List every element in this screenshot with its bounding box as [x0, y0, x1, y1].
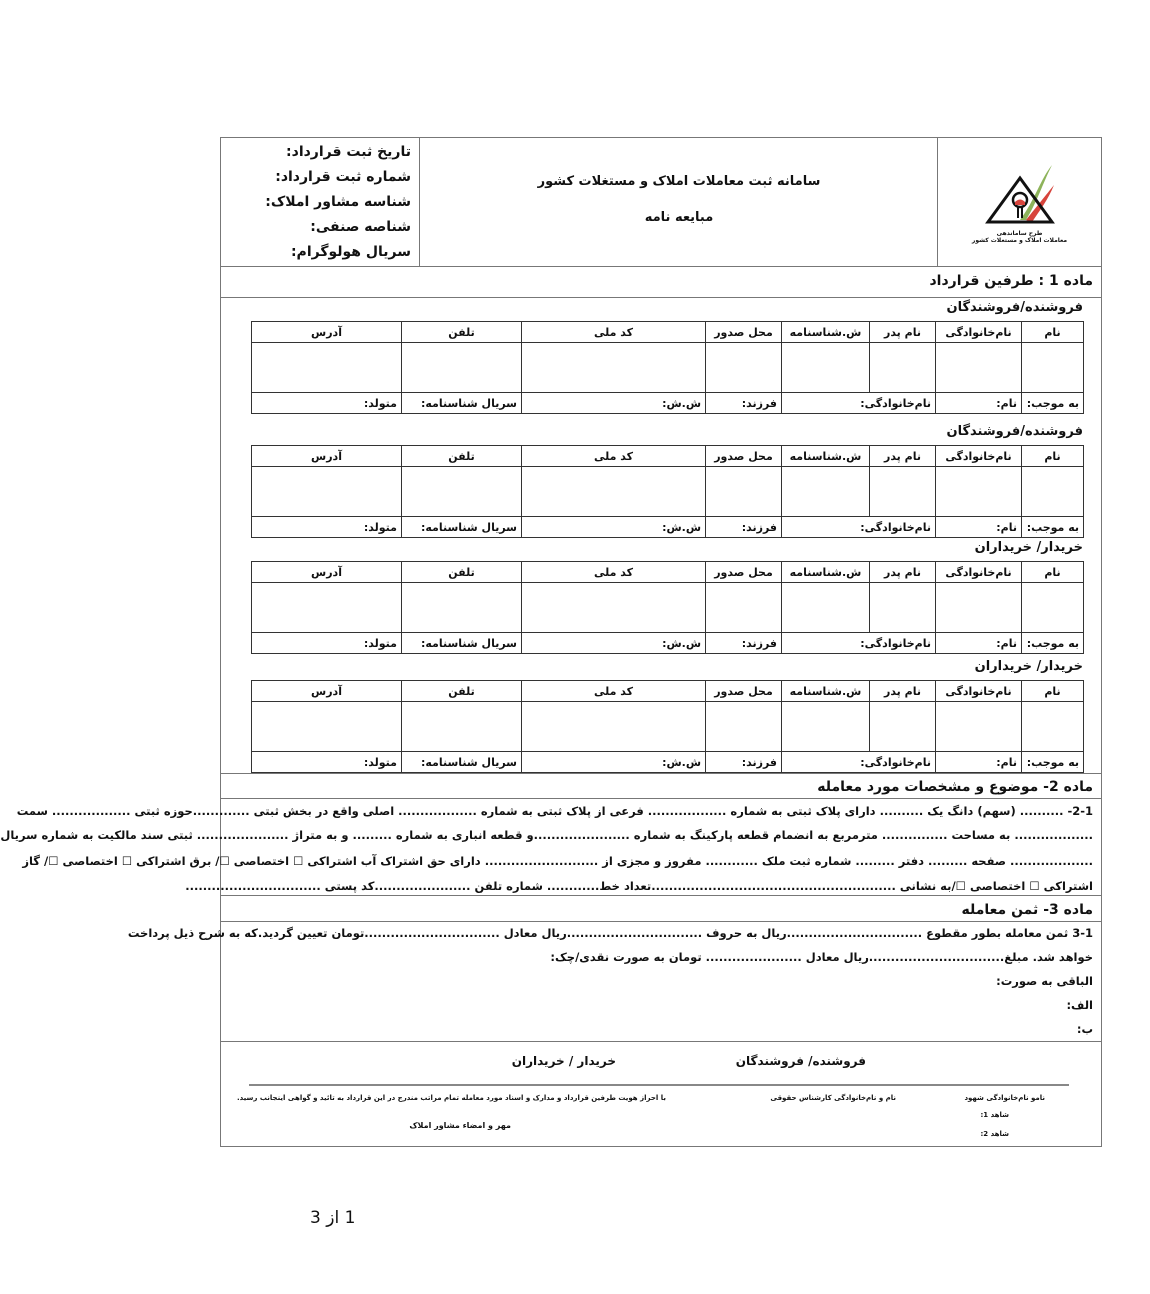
- footer-field[interactable]: نام‌خانوادگی:: [782, 633, 936, 654]
- party-input-cell[interactable]: [522, 467, 706, 517]
- footer-field[interactable]: نام:: [936, 517, 1022, 538]
- column-header: ش.شناسنامه: [782, 446, 870, 467]
- column-header: ش.شناسنامه: [782, 681, 870, 702]
- column-header: نام‌خانوادگی: [936, 681, 1022, 702]
- article-3-line-3: الباقی به صورت:: [996, 974, 1093, 988]
- logo-caption-2: معاملات املاک و مستغلات کشور: [971, 237, 1068, 244]
- column-header: تلفن: [402, 681, 522, 702]
- contract-form: [0, 137, 1102, 1147]
- party-table: [251, 321, 1084, 414]
- footer-field[interactable]: فرزند:: [706, 393, 782, 414]
- signature-line: [249, 1084, 1069, 1086]
- column-header: آدرس: [252, 322, 402, 343]
- contract-meta: [221, 138, 421, 266]
- buyer-signature-label: خریدار / خریداران: [511, 1054, 616, 1068]
- column-header: نام‌خانوادگی: [936, 446, 1022, 467]
- footer-field[interactable]: به موجب:: [1022, 517, 1084, 538]
- logo: [937, 138, 1101, 266]
- column-header: آدرس: [252, 681, 402, 702]
- seller-signature-label: فروشنده/ فروشندگان: [735, 1054, 866, 1068]
- footer-field[interactable]: سریال شناسنامه:: [402, 393, 522, 414]
- column-header: محل صدور: [706, 681, 782, 702]
- article-2-line-1: 2-1- .......... (سهم) دانگ یک .......... دارای پلاک ثبتی به شماره .................. فرعی از پلاک ثبتی به شماره .................. اصلی واقع در بخش ثبتی .............حوزه ثبتی .................. سمت: [16, 804, 1093, 818]
- party-label: فروشنده/فروشندگان: [946, 300, 1083, 315]
- page-sep: از: [326, 1208, 340, 1228]
- system-title: سامانه ثبت معاملات املاک و مستغلات کشور: [537, 174, 821, 189]
- legal-expert-label: نام و نام‌خانوادگی کارشناس حقوقی: [770, 1094, 896, 1102]
- party-input-cell[interactable]: [252, 343, 402, 393]
- footer-field[interactable]: نام:: [936, 393, 1022, 414]
- logo-icon: [980, 160, 1060, 230]
- article-3-title: ماده 3- ثمن معامله: [221, 895, 1101, 922]
- meta-registration-date: تاریخ ثبت قرارداد:: [286, 144, 411, 160]
- column-header: نام پدر: [870, 681, 936, 702]
- party-table: [251, 561, 1084, 654]
- article-2-line-2: .................. به مساحت ............... مترمربع به انضمام قطعه پارکینگ به شماره ......................و قطعه انباری به شماره ......... و به متراژ ..................... ثبتی سند مالکیت به شماره سریال: [0, 828, 1093, 842]
- footer-field[interactable]: سریال شناسنامه:: [402, 752, 522, 773]
- page-total: 3: [310, 1208, 321, 1228]
- party-input-cell[interactable]: [522, 583, 706, 633]
- party-input-cell[interactable]: [870, 702, 936, 752]
- column-header: کد ملی: [522, 322, 706, 343]
- column-header: محل صدور: [706, 322, 782, 343]
- article-3-line-2: خواهد شد. مبلغ...............................ریال معادل ...................... تومان به صورت نقدی/چک:: [550, 950, 1093, 964]
- party-input-cell[interactable]: [252, 702, 402, 752]
- witness-2-label: شاهد 2:: [980, 1130, 1009, 1138]
- footer-field[interactable]: متولد:: [252, 633, 402, 654]
- footer-field[interactable]: متولد:: [252, 393, 402, 414]
- certification-text: با احراز هویت طرفین قرارداد و مدارک و اسناد مورد معامله تمام مراتب مندرج در این قرارداد به تائید و گواهی اینجانب رسید.: [236, 1094, 666, 1102]
- article-3-line-5: ب:: [1076, 1022, 1093, 1036]
- footer-field[interactable]: نام‌خانوادگی:: [782, 517, 936, 538]
- party-input-cell[interactable]: [782, 467, 870, 517]
- party-input-cell[interactable]: [870, 583, 936, 633]
- footer-field[interactable]: ش.ش:: [522, 633, 706, 654]
- column-header: کد ملی: [522, 446, 706, 467]
- agent-seal-label: مهر و امضاء مشاور املاک: [409, 1121, 511, 1130]
- footer-field[interactable]: سریال شناسنامه:: [402, 633, 522, 654]
- party-input-cell[interactable]: [936, 467, 1022, 517]
- column-header: تلفن: [402, 446, 522, 467]
- party-input-cell[interactable]: [936, 583, 1022, 633]
- party-input-cell[interactable]: [782, 343, 870, 393]
- footer-field[interactable]: نام‌خانوادگی:: [782, 752, 936, 773]
- footer-field[interactable]: فرزند:: [706, 752, 782, 773]
- party-table: [251, 680, 1084, 773]
- party-input-cell[interactable]: [706, 343, 782, 393]
- footer-field[interactable]: سریال شناسنامه:: [402, 517, 522, 538]
- party-input-cell[interactable]: [402, 702, 522, 752]
- column-header: نام پدر: [870, 322, 936, 343]
- signature-divider: [221, 1041, 1101, 1042]
- party-input-cell[interactable]: [936, 343, 1022, 393]
- column-header: نام‌خانوادگی: [936, 322, 1022, 343]
- party-input-cell[interactable]: [706, 583, 782, 633]
- footer-field[interactable]: به موجب:: [1022, 393, 1084, 414]
- party-label: خریدار/ خریداران: [974, 540, 1083, 555]
- article-2-line-4: اشتراکی ☐ اختصاصی ☐/به نشانی ........................................................تعداد خط............ شماره تلفن ......................کد پستی ...............................: [185, 879, 1093, 893]
- footer-field[interactable]: فرزند:: [706, 633, 782, 654]
- party-input-cell[interactable]: [1022, 343, 1084, 393]
- footer-field[interactable]: به موجب:: [1022, 633, 1084, 654]
- form-header: [221, 138, 1101, 267]
- footer-field[interactable]: ش.ش:: [522, 517, 706, 538]
- column-header: کد ملی: [522, 562, 706, 583]
- column-header: محل صدور: [706, 446, 782, 467]
- party-input-cell[interactable]: [402, 583, 522, 633]
- article-2-title: ماده 2- موضوع و مشخصات مورد معامله: [221, 773, 1101, 799]
- column-header: نام پدر: [870, 562, 936, 583]
- logo-caption-1: طرح ساماندهی: [996, 230, 1043, 237]
- party-input-cell[interactable]: [782, 702, 870, 752]
- meta-guild-id: شناصه صنفی:: [310, 219, 411, 235]
- meta-agent-id: شناسه مشاور املاک:: [265, 194, 411, 210]
- column-header: نام‌خانوادگی: [936, 562, 1022, 583]
- column-header: ش.شناسنامه: [782, 322, 870, 343]
- column-header: آدرس: [252, 446, 402, 467]
- footer-field[interactable]: ش.ش:: [522, 752, 706, 773]
- document-title: مبایعه نامه: [644, 210, 714, 225]
- party-input-cell[interactable]: [522, 702, 706, 752]
- meta-registration-number: شماره ثبت قرارداد:: [275, 169, 411, 185]
- meta-hologram-serial: سریال هولوگرام:: [290, 244, 411, 260]
- column-header: محل صدور: [706, 562, 782, 583]
- party-input-cell[interactable]: [402, 343, 522, 393]
- party-label: فروشنده/فروشندگان: [946, 424, 1083, 439]
- article-3-line-4: الف:: [1066, 998, 1093, 1012]
- footer-field[interactable]: متولد:: [252, 517, 402, 538]
- party-input-cell[interactable]: [706, 702, 782, 752]
- party-input-cell[interactable]: [1022, 467, 1084, 517]
- column-header: کد ملی: [522, 681, 706, 702]
- party-input-cell[interactable]: [1022, 702, 1084, 752]
- party-input-cell[interactable]: [252, 467, 402, 517]
- party-input-cell[interactable]: [870, 343, 936, 393]
- party-input-cell[interactable]: [402, 467, 522, 517]
- header-titles: [419, 138, 938, 266]
- party-input-cell[interactable]: [1022, 583, 1084, 633]
- column-header: تلفن: [402, 322, 522, 343]
- article-3-line-1: 3-1 ثمن معامله بطور مقطوع ...............................ریال به حروف ...............................ریال معادل ...............................تومان تعیین گردید.که به شرح ذیل پرداخت: [127, 926, 1093, 940]
- footer-field[interactable]: نام:: [936, 633, 1022, 654]
- party-label: خریدار/ خریداران: [974, 659, 1083, 674]
- footer-field[interactable]: فرزند:: [706, 517, 782, 538]
- article-1-title: ماده 1 : طرفین قرارداد: [221, 266, 1101, 298]
- footer-field[interactable]: ش.ش:: [522, 393, 706, 414]
- party-input-cell[interactable]: [706, 467, 782, 517]
- column-header: نام: [1022, 681, 1084, 702]
- footer-field[interactable]: متولد:: [252, 752, 402, 773]
- page-current: 1: [344, 1208, 356, 1228]
- column-header: نام: [1022, 322, 1084, 343]
- column-header: نام: [1022, 446, 1084, 467]
- party-input-cell[interactable]: [522, 343, 706, 393]
- party-input-cell[interactable]: [252, 583, 402, 633]
- party-input-cell[interactable]: [936, 702, 1022, 752]
- column-header: تلفن: [402, 562, 522, 583]
- column-header: نام پدر: [870, 446, 936, 467]
- party-input-cell[interactable]: [782, 583, 870, 633]
- page-number: [310, 1208, 355, 1228]
- article-2-line-3: ................... صفحه ......... دفتر ......... شماره ثبت ملک ............ مفروز و مجزی از .......................... دارای حق اشتراک آب اشتراکی ☐ اختصاصی ☐/ برق اشتراکی ☐ اختصاصی ☐/ گاز: [22, 854, 1093, 868]
- footer-field[interactable]: به موجب:: [1022, 752, 1084, 773]
- column-header: نام: [1022, 562, 1084, 583]
- column-header: آدرس: [252, 562, 402, 583]
- footer-field[interactable]: نام‌خانوادگی:: [782, 393, 936, 414]
- witnesses-title: نامو نام‌خانوادگی شهود: [964, 1094, 1045, 1102]
- party-input-cell[interactable]: [870, 467, 936, 517]
- column-header: ش.شناسنامه: [782, 562, 870, 583]
- party-table: [251, 445, 1084, 538]
- witness-1-label: شاهد 1:: [980, 1111, 1009, 1119]
- footer-field[interactable]: نام:: [936, 752, 1022, 773]
